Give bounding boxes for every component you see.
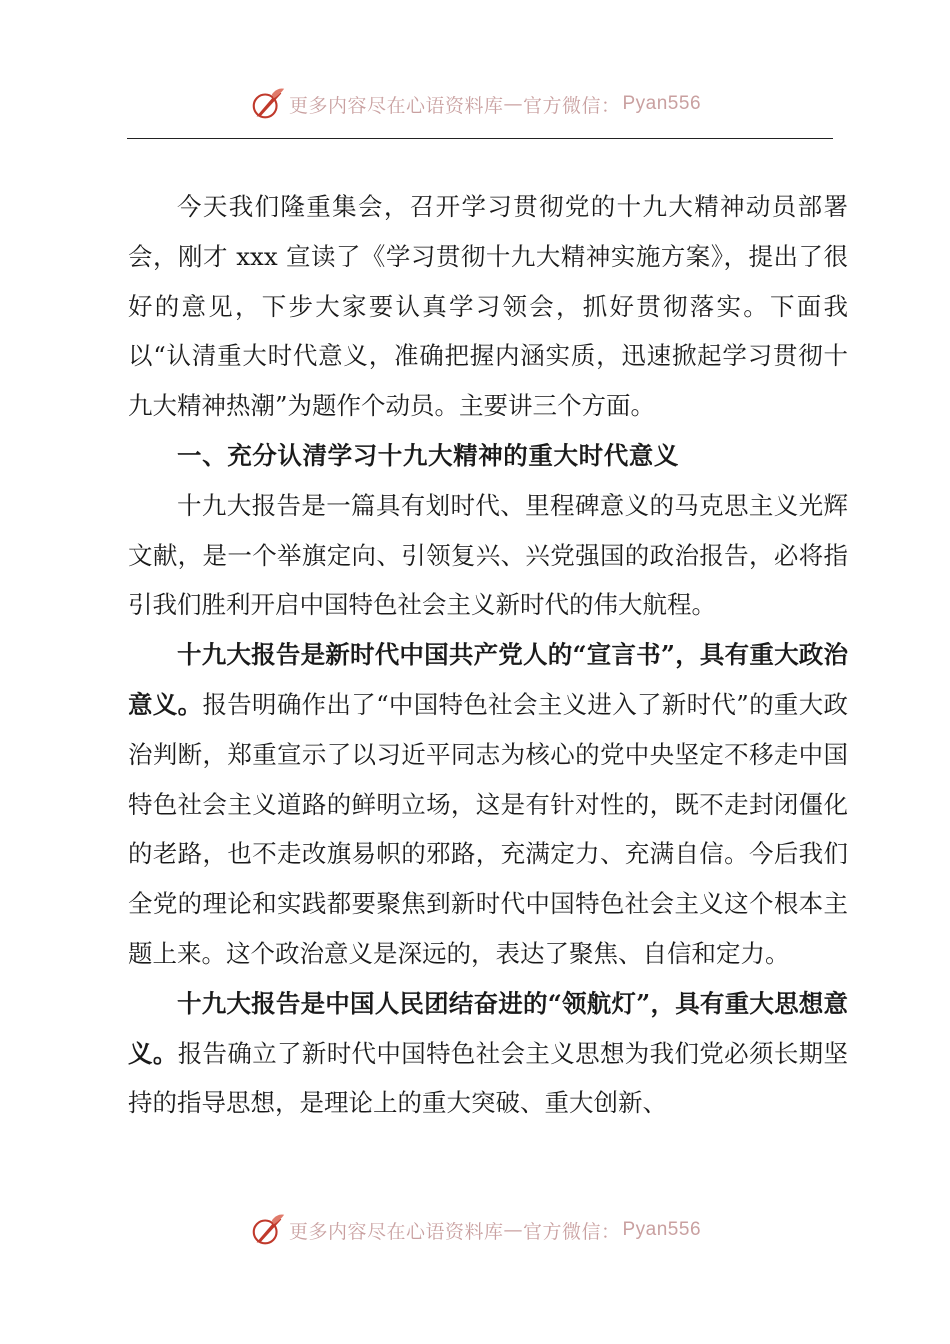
quill-pen-logo-icon — [249, 85, 287, 123]
point-2-bold-lead: 十九大报告是中国人民团结奋进的“领航灯”，具有重大思想意义。 — [128, 988, 848, 1068]
header-official-text: 官方微信： — [522, 94, 621, 117]
point-1-paragraph — [128, 630, 848, 979]
footer-dash: — — [503, 1219, 523, 1241]
point-1-bold-lead: 十九大报告是新时代中国共产党人的“宣言书”，具有重大政治意义。 — [128, 640, 848, 719]
header-site-text: 更多内容尽在心语资料库 — [288, 94, 504, 117]
quill-pen-logo-icon — [249, 1211, 287, 1249]
document-body — [128, 182, 848, 1128]
header-wechat-id: Pyan556 — [622, 93, 702, 114]
header-banner — [0, 84, 950, 124]
section-1-paragraph: 十九大报告是一篇具有划时代、里程碑意义的马克思主义光辉文献，是一个举旗定向、引领复兴、兴党强国的政治报告，必将指引我们胜利开启中国特色社会主义新时代的伟大航程。 — [128, 490, 848, 620]
point-2-text: 报告确立了新时代中国特色社会主义思想为我们党必须长期坚持的指导思想，是理论上的重大突破、重大创新、 — [128, 1038, 849, 1118]
footer-wechat-id: Pyan556 — [622, 1219, 702, 1240]
header-dash: — — [503, 93, 523, 115]
section-1-heading: 一、充分认清学习十九大精神的重大时代意义 — [177, 440, 679, 470]
footer-banner — [0, 1210, 950, 1250]
point-2-paragraph — [128, 979, 848, 1128]
footer-site-text: 更多内容尽在心语资料库 — [288, 1220, 504, 1243]
intro-paragraph: 今天我们隆重集会，召开学习贯彻党的十九大精神动员部署会，刚才 xxx 宣读了《学习贯彻十九大精神实施方案》，提出了很好的意见，下步大家要认真学习领会，抓好贯彻落实。下面我以“认清重大时代意义，准确把握内涵实质，迅速掀起学习贯彻十九大精神热潮”为题作个动员。主要讲三个方面。 — [128, 192, 848, 421]
point-1-text: 报告明确作出了“中国特色社会主义进入了新时代”的重大政治判断，郑重宣示了以习近平同志为核心的党中央坚定不移走中国特色社会主义道路的鲜明立场，这是有针对性的，既不走封闭僵化的老路，也不走改旗易帜的邪路，充满定力、充满自信。今后我们全党的理论和实践都要聚焦到新时代中国特色社会主义这个根本主题上来。这个政治意义是深远的，表达了聚焦、自信和定力。 — [128, 689, 848, 968]
header-divider — [127, 138, 833, 139]
footer-official-text: 官方微信： — [522, 1220, 621, 1243]
